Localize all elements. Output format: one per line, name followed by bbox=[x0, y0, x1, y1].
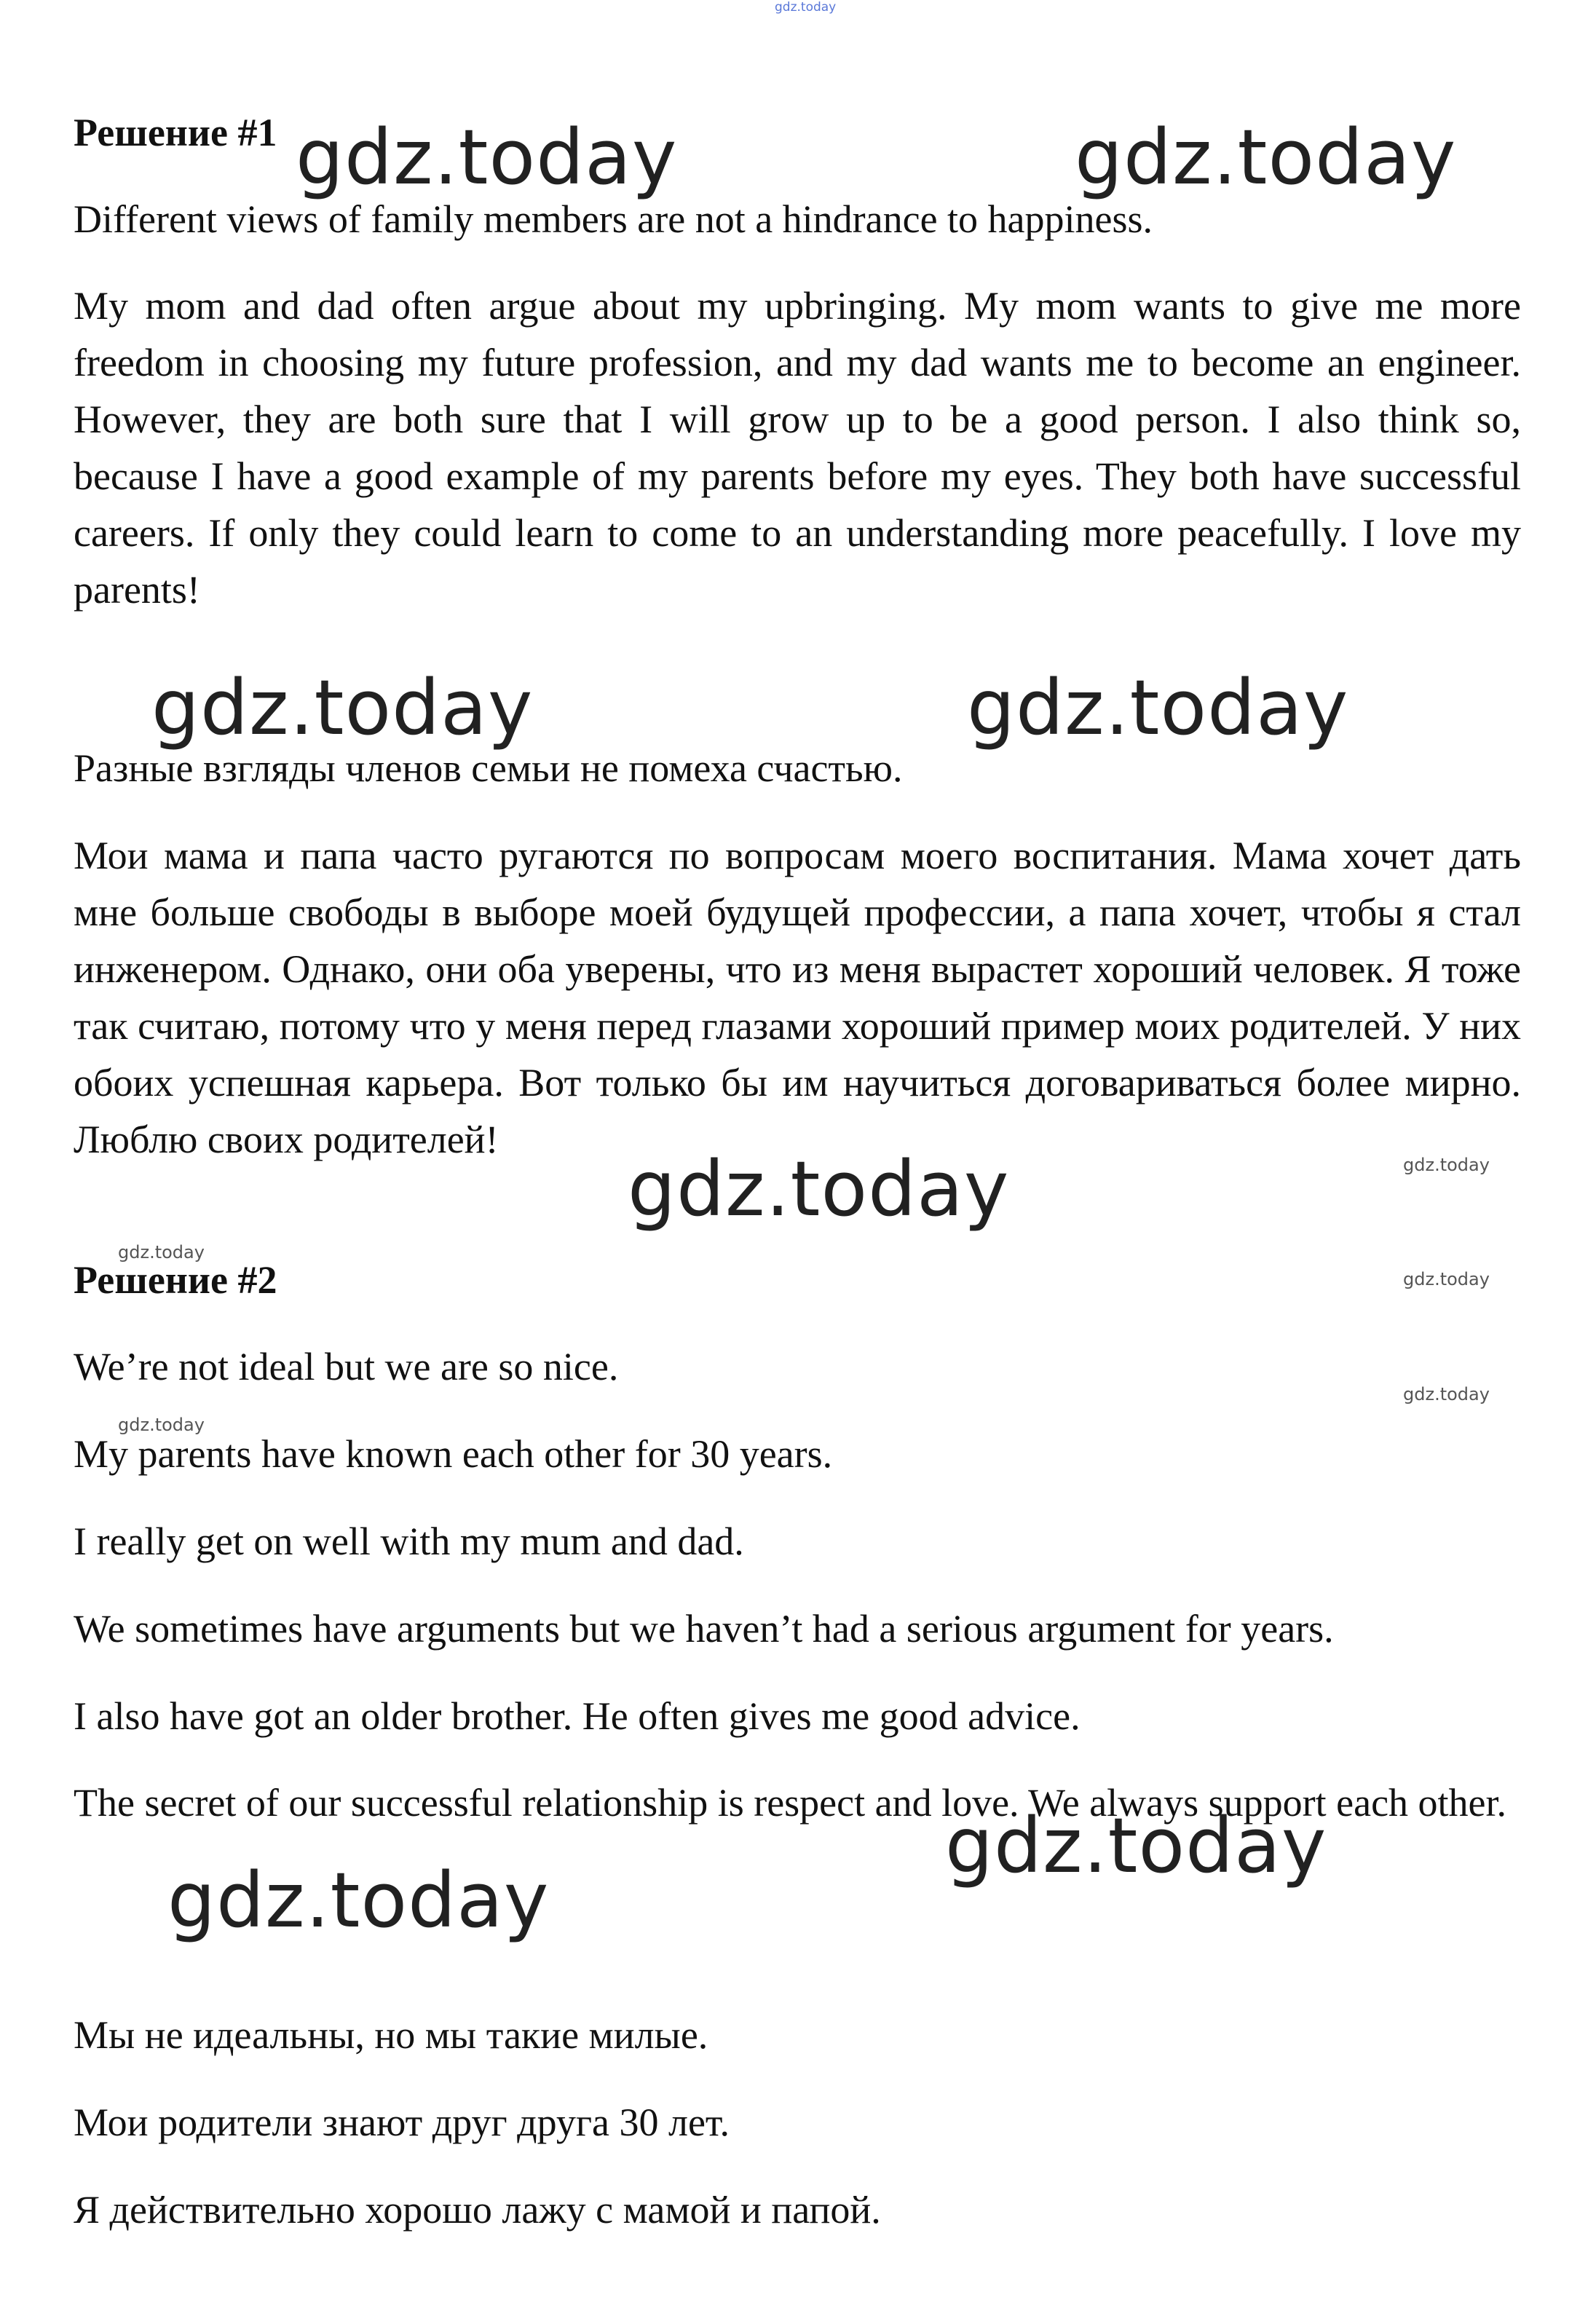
solution-2-english-line: I really get on well with my mum and dad. bbox=[74, 1519, 744, 1563]
watermark-large: gdz.today bbox=[945, 1801, 1327, 1890]
solution-1-heading: Решение #1 bbox=[74, 111, 277, 154]
watermark-large: gdz.today bbox=[167, 1856, 550, 1945]
watermark-small: gdz.today bbox=[118, 1242, 205, 1262]
solution-2-english-line: We sometimes have arguments but we haven’t had a serious argument for years. bbox=[74, 1607, 1334, 1651]
solution-2-russian-line: Мы не идеальны, но мы такие милые. bbox=[74, 2013, 708, 2057]
solution-2-english-line: I also have got an older brother. He often gives me good advice. bbox=[74, 1694, 1081, 1738]
watermark-small: gdz.today bbox=[1403, 1269, 1490, 1289]
watermark-small: gdz.today bbox=[118, 1415, 205, 1435]
solution-2-heading: Решение #2 bbox=[74, 1258, 277, 1302]
solution-2-english-line: The secret of our successful relationship is respect and love. We always support each other. bbox=[74, 1781, 1507, 1825]
watermark-small: gdz.today bbox=[1403, 1384, 1490, 1404]
watermark-large: gdz.today bbox=[628, 1145, 1010, 1233]
watermark-small: gdz.today bbox=[1403, 1155, 1490, 1175]
watermark-large: gdz.today bbox=[296, 113, 678, 202]
solution-1-english-title: Different views of family members are not a hindrance to happiness. bbox=[74, 197, 1153, 241]
solution-2-russian-line: Я действительно хорошо лажу с мамой и папой. bbox=[74, 2188, 881, 2232]
watermark-large: gdz.today bbox=[967, 663, 1349, 752]
watermark-large: gdz.today bbox=[151, 663, 534, 752]
solution-2-english-line: My parents have known each other for 30 years. bbox=[74, 1432, 833, 1476]
solution-1-english-paragraph: My mom and dad often argue about my upbringing. My mom wants to give me more freedom in choosing my future profession, and my dad wants me to become an engineer. However, they are both sure that I will grow up to be a good person. I also think so, because I have a good example of my parents before my eyes. They both have successful careers. If only they could learn to come to an understanding more peacefully. I love my parents! bbox=[74, 284, 1521, 612]
top-watermark: gdz.today bbox=[775, 0, 837, 15]
solution-1-russian-title: Разные взгляды членов семьи не помеха счастью. bbox=[74, 746, 903, 790]
watermark-large: gdz.today bbox=[1075, 113, 1457, 202]
solution-2-english-line: We’re not ideal but we are so nice. bbox=[74, 1345, 619, 1388]
solution-1-russian-paragraph: Мои мама и папа часто ругаются по вопросам моего воспитания. Мама хочет дать мне больше свободы в выборе моей будущей профессии, а папа хочет, чтобы я стал инженером. Однако, они оба уверены, что из меня вырастет хороший человек. Я тоже так считаю, потому что у меня перед глазами хороший пример моих родителей. У них обоих успешная карьера. Вот только бы им научиться договариваться более мирно. Люблю своих родителей! bbox=[74, 834, 1521, 1161]
solution-2-russian-line: Мои родители знают друг друга 30 лет. bbox=[74, 2101, 730, 2144]
